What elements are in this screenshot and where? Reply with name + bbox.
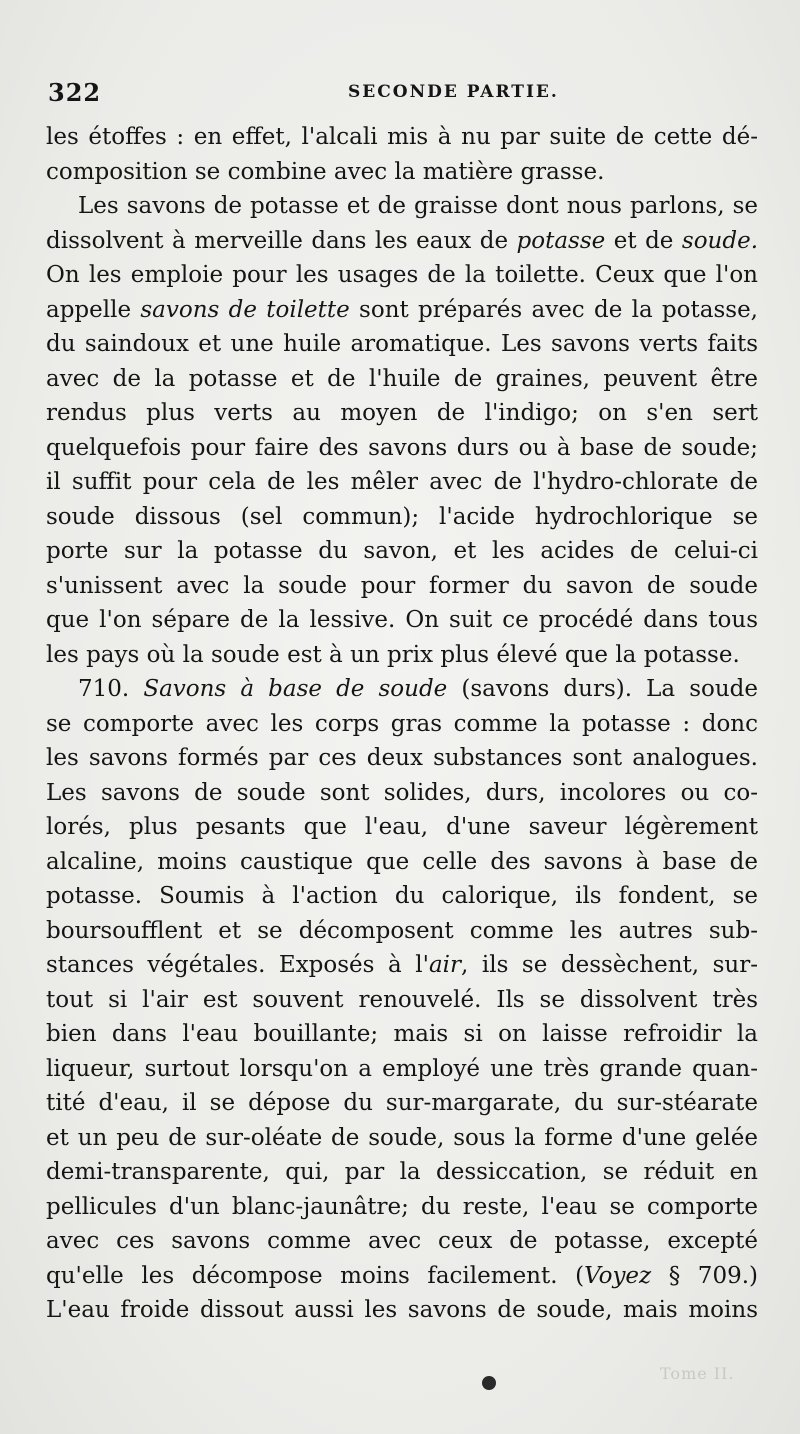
text-segment: sont préparés avec de la potasse, [349,296,758,323]
page-header [48,78,758,108]
text-line [46,1259,758,1294]
text-segment: bien dans l'eau bouillante; mais si on laisse refroidir la [46,1021,758,1047]
text-line [46,362,758,397]
text-line [46,603,758,638]
text-segment: lorés, plus pesants que l'eau, d'une saveur légèrement [46,814,758,840]
text-segment: soude dissous (sel commun); l'acide hydrochlorique se [46,503,758,530]
text-line [46,1293,758,1328]
text-segment: tout si l'air est souvent renouvelé. Ils se dissolvent très [46,986,758,1013]
text-line [46,1086,758,1121]
text-segment: que l'on sépare de la lessive. On suit ce procédé dans tous [46,607,758,633]
text-segment: alcaline, moins caustique que celle des savons à base de [46,848,758,875]
text-segment: potasse. Soumis à l'action du calorique, ils fondent, se [46,883,758,909]
text-segment: s'unissent avec la soude pour former du savon de soude [46,572,758,599]
text-line [46,1190,758,1225]
text-line [46,1155,758,1190]
text-line [46,1224,758,1259]
text-line [46,1121,758,1156]
text-segment: pellicules d'un blanc-jaunâtre; du reste, l'eau se comporte [46,1193,758,1220]
text-segment: dissolvent à merveille dans les eaux de [46,227,517,254]
text-segment: liqueur, surtout lorsqu'on a employé une très grande quan- [46,1055,758,1082]
text-line [46,948,758,983]
show-through-text: Tome II. [660,1364,735,1383]
running-head: SECONDE PARTIE. [348,82,559,102]
text-segment: appelle [46,296,141,323]
text-line [46,155,758,190]
text-line [46,258,758,293]
text-line [46,431,758,466]
text-segment: boursoufflent et se décomposent comme les autres sub- [46,917,758,944]
text-line [46,741,758,776]
text-line [46,638,758,673]
text-segment: porte sur la potasse du savon, et les acides de celui-ci [46,538,758,564]
text-segment: les savons formés par ces deux substances sont analogues. [46,745,758,771]
text-line [46,396,758,431]
body-text [46,120,758,1328]
text-line [46,983,758,1018]
text-line [46,293,758,328]
italic-term: savons de toilette [140,296,350,323]
text-segment: demi-transparente, qui, par la dessiccation, se réduit en [46,1159,758,1185]
page-number: 322 [48,78,102,107]
text-segment: avec ces savons comme avec ceux de potasse, excepté [46,1228,758,1254]
text-line [46,879,758,914]
text-segment: 710. [78,676,144,702]
text-line [46,465,758,500]
text-line [46,707,758,742]
text-line [46,1017,758,1052]
text-segment: et un peu de sur-oléate de soude, sous la forme d'une gelée [46,1124,758,1151]
text-segment: (savons durs). La soude [447,676,758,702]
text-line [46,189,758,224]
italic-term: Savons à base de soude [143,676,448,702]
text-line [46,1052,758,1087]
text-segment: rendus plus verts au moyen de l'indigo; on s'en sert [46,400,758,426]
text-segment: , ils se dessèchent, sur- [461,952,759,978]
text-segment: Les savons de soude sont solides, durs, incolores ou co- [46,779,758,806]
italic-term: Voyez [584,1262,652,1289]
text-segment: avec de la potasse et de l'huile de graines, peuvent être [46,365,758,392]
text-segment: tité d'eau, il se dépose du sur-margarate, du sur-stéarate [46,1090,758,1116]
italic-term: potasse [516,227,606,254]
text-segment: se comporte avec les corps gras comme la potasse : donc [46,710,758,737]
text-line [46,500,758,535]
text-segment: les pays où la soude est à un prix plus élevé que la potasse. [46,641,740,668]
text-segment: qu'elle les décompose moins facilement. ( [46,1262,585,1289]
text-line [46,120,758,155]
text-line [46,845,758,880]
text-segment: du saindoux et une huile aromatique. Les savons verts faits [46,331,758,357]
text-line [46,810,758,845]
text-line [46,534,758,569]
text-line [46,569,758,604]
italic-term: air [428,952,462,978]
text-line [46,914,758,949]
text-segment: Les savons de potasse et de graisse dont nous parlons, se [78,193,758,219]
text-segment: On les emploie pour les usages de la toilette. Ceux que l'on [46,262,758,288]
italic-term: soude. [681,227,758,254]
text-segment: les étoffes : en effet, l'alcali mis à nu par suite de cette dé- [46,124,758,150]
text-line [46,224,758,259]
text-segment: § 709.) [651,1262,758,1289]
text-segment: stances végétales. Exposés à l' [46,952,429,978]
text-line [46,776,758,811]
ink-blot [482,1376,496,1390]
text-segment: L'eau froide dissout aussi les savons de soude, mais moins [46,1297,758,1323]
text-segment: quelquefois pour faire des savons durs ou à base de soude; [46,434,758,461]
text-segment: il suffit pour cela de les mêler avec de l'hydro-chlorate de [46,469,758,495]
text-line [46,672,758,707]
text-segment: et de [605,227,682,254]
text-line [46,327,758,362]
text-segment: composition se combine avec la matière grasse. [46,158,605,185]
